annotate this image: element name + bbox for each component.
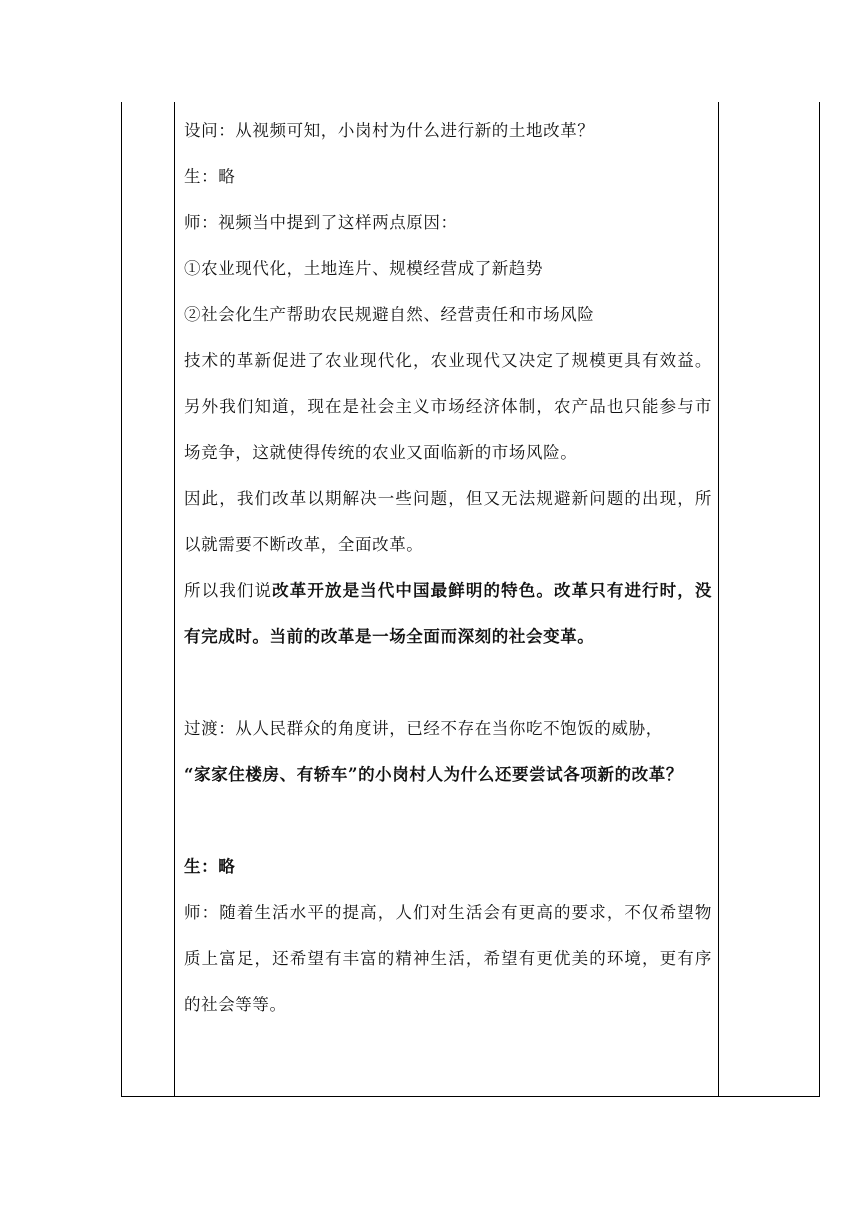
bold-text: 改革开放是当代中国最鲜明的特色。改革只有进行时，没有完成时。当前的改革是一场全面而深刻的社会变革。 [184, 581, 713, 646]
paragraph [184, 476, 712, 568]
text-run: ②社会化生产帮助农民规避自然、经营责任和市场风险 [184, 305, 595, 324]
paragraph [184, 844, 712, 890]
blank-line [184, 798, 712, 844]
text-run: 师：视频当中提到了这样两点原因： [184, 213, 458, 232]
paragraph [184, 706, 712, 752]
table-divider-1 [174, 102, 175, 1097]
text-run: 技术的革新促进了农业现代化，农业现代又决定了规模更具有效益。另外我们知道，现在是社会主义市场经济体制，农产品也只能参与市场竞争，这就使得传统的农业又面临新的市场风险。 [184, 351, 712, 462]
text-run: 设问：从视频可知，小岗村为什么进行新的土地改革？ [184, 121, 595, 140]
paragraph [184, 292, 712, 338]
text-run: 所以我们说 [184, 581, 273, 600]
text-run: 师：随着生活水平的提高，人们对生活会有更高的要求，不仅希望物质上富足，还希望有丰富的精神生活，希望有更优美的环境，更有序的社会等等。 [184, 903, 712, 1014]
lesson-content-cell [184, 108, 712, 1028]
paragraph [184, 154, 712, 200]
bold-text: “家家住楼房、有轿车”的小岗村人为什么还要尝试各项新的改革？ [184, 765, 683, 784]
text-run: 因此，我们改革以期解决一些问题，但又无法规避新问题的出现，所以就需要不断改革，全面改革。 [184, 489, 712, 554]
blank-line [184, 660, 712, 706]
text-run: ①农业现代化，土地连片、规模经营成了新趋势 [184, 259, 544, 278]
text-run: 过渡：从人民群众的角度讲，已经不存在当你吃不饱饭的威胁， [184, 719, 663, 738]
table-border-left [121, 102, 122, 1097]
paragraph [184, 108, 712, 154]
paragraph [184, 246, 712, 292]
table-divider-2 [718, 102, 719, 1097]
table-border-right [819, 102, 820, 1097]
paragraph [184, 338, 712, 476]
text-run: 生：略 [184, 167, 236, 186]
table-border-bottom [121, 1096, 820, 1097]
paragraph [184, 568, 712, 660]
paragraph [184, 890, 712, 1028]
bold-text: 生：略 [184, 857, 236, 876]
paragraph [184, 752, 712, 798]
paragraph [184, 200, 712, 246]
